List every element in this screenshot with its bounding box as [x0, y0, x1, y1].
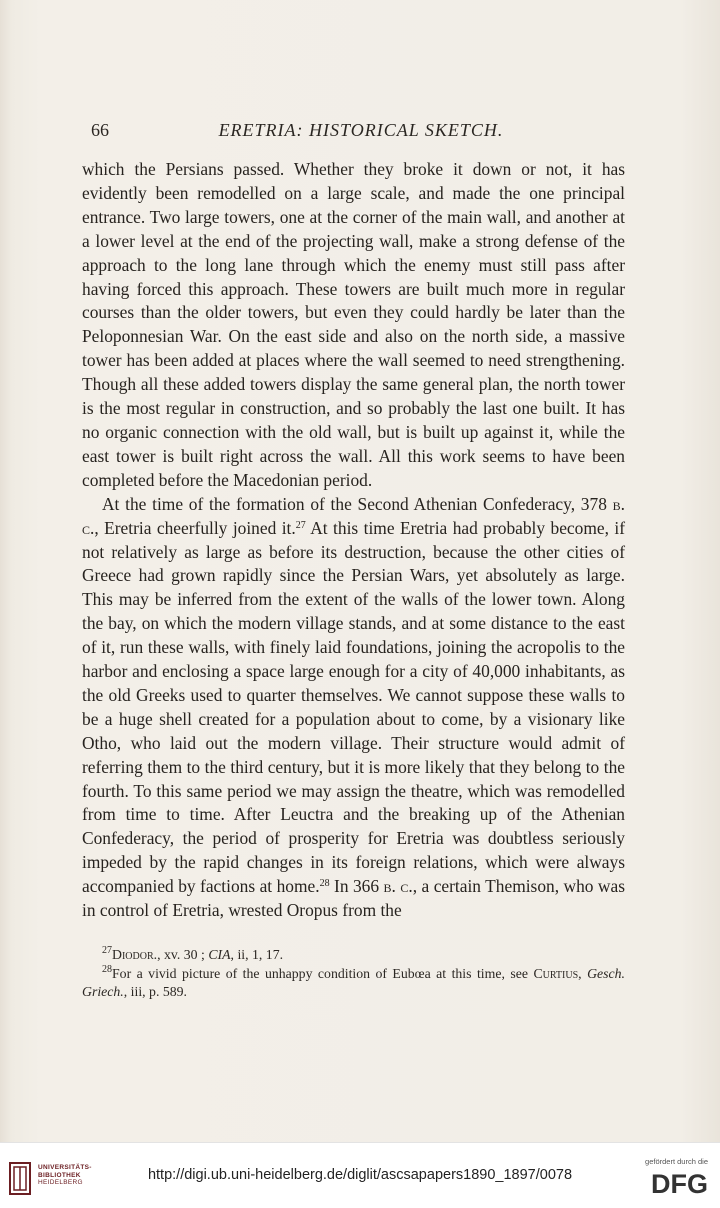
paragraph [82, 493, 625, 923]
library-name-line: BIBLIOTHEK [38, 1171, 81, 1179]
footnote-number: 28 [102, 963, 112, 975]
footnotes [82, 946, 625, 1002]
footnote-number: 27 [102, 945, 112, 956]
footnote-text: , xv. 30 ; [157, 947, 209, 962]
footnote-text: For a vivid picture of the unhappy condition of Eubœa at this time, see [112, 965, 534, 981]
footnote-work: Gesch. Griech. [82, 965, 625, 999]
paragraph-text: At this time Eretria had probably become, if not relatively as large as before its destruction, because the other cities of Greece had grown rapidly since the Persian Wars, yet absolutely as large. This may be inferred from the extent of the walls of the lower town. Along the bay, on which the modern village stands, and at some distance to the east of it, run these walls, with finely laid foundations, joining the acropolis to the harbor and enclosing a space large enough for a city of 40,000 inhabitants, as the old Greeks used to quarter themselves. We cannot suppose these walls to be a huge shell created for a population about to come, by a visionary like Otho, who laid out the modern village. Their structure would admit of referring them to the third century, but it is more likely that they belong to the fourth. To this same period we may assign the theatre, which was remodelled from time to time. After Leuctra and the breaking up of the Athenian Confederacy, the period of prosperity for Eretria was doubtless seriously impeded by the rapid changes in its foreign relations, which were always accompanied by factions at home. [82, 517, 626, 897]
permalink-url[interactable]: http://digi.ub.uni-heidelberg.de/diglit/ascsapapers1890_1897/0078 [147, 1167, 573, 1183]
footnote-author: Diodor. [112, 947, 158, 962]
funded-by-label: gefördert durch die [645, 1157, 708, 1166]
funder-block [628, 1157, 708, 1196]
dfg-logo-text: DFG [651, 1170, 708, 1196]
footnote-author: Curtius [533, 965, 579, 981]
page-number: 66 [91, 120, 109, 140]
running-title: ERETRIA: HISTORICAL SKETCH. [218, 120, 504, 140]
paragraph-text: which the Persians passed. Whether they broke it down or not, it has evidently been remodelled on a large scale, and made the one principal entrance. Two large towers, one at the corner of the main wall, and another at a lower level at the end of the projecting wall, make a strong defense of the approach to the long lane through which the enemy must still pass after having forced this approach. These towers are built much more in regular courses than the older towers, but even they could hardly be later than the Peloponnesian War. On the east side and also on the north side, a massive tower has been added at places where the wall seemed to need strengthening. Though all these added towers display the same general plan, the north tower is the most regular in construction, and so probably the last one built. It has no organic connection with the old wall, but is built up against it, while the east tower is built right across the wall. All this work seems to have been completed before the Macedonian period. [82, 159, 625, 490]
footnote-28 [82, 965, 625, 1002]
footnote-work: CIA [208, 947, 231, 962]
running-head [91, 120, 631, 146]
footnote-text: , ii, 1, 17. [230, 947, 284, 962]
era-abbreviation: b. c. [383, 876, 413, 897]
footnote-27 [82, 946, 625, 965]
paragraph-text: , a certain Themison, who was in control of Eretria, wrested Oropus from the [82, 876, 625, 921]
footnote-ref[interactable]: 28 [319, 878, 330, 890]
body-text [82, 158, 625, 923]
library-name-line: HEIDELBERG [38, 1179, 83, 1187]
footnote-ref[interactable]: 27 [295, 519, 306, 531]
paragraph-text: At the time of the formation of the Second Athenian Confederacy, 378 [102, 493, 613, 514]
paragraph [82, 158, 625, 493]
era-abbreviation: b. c. [82, 493, 625, 538]
paragraph-text: In 366 [329, 876, 384, 897]
library-name-line: UNIVERSITÄTS- [38, 1164, 92, 1171]
footnote-text: , [578, 965, 588, 981]
dfg-logo-icon[interactable] [638, 1170, 708, 1196]
viewer-footer [0, 1142, 720, 1208]
paragraph-text: , Eretria cheerfully joined it. [94, 517, 296, 538]
footnote-text: , iii, p. 589. [123, 984, 188, 999]
